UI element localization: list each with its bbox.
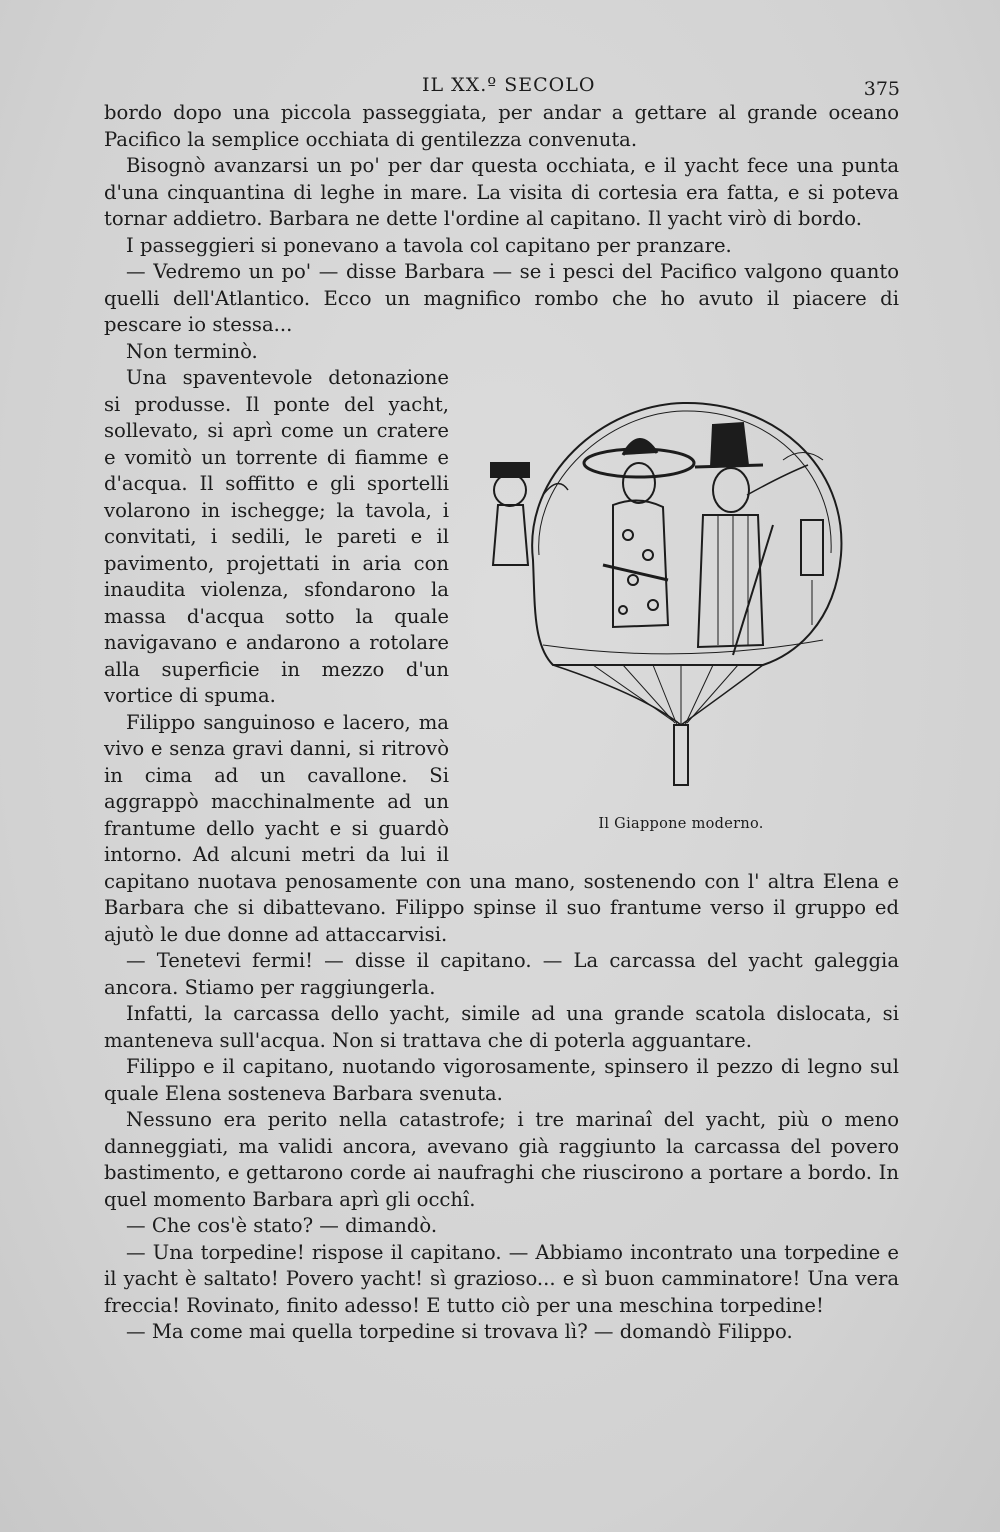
paragraph: — Ma come mai quella torpedine si trovava lì? — domandò Filippo. (126, 1320, 793, 1343)
body-text (104, 100, 899, 1346)
fan-illustration (463, 365, 899, 825)
paragraph: bordo dopo una piccola passeggiata, per andar a gettare al grande oceano Pacifico la semplice occhiata di gentilezza convenuta. (104, 101, 899, 151)
page-number: 375 (863, 78, 900, 100)
illustration-box (463, 365, 899, 850)
paragraph: Non terminò. (126, 339, 258, 363)
paragraph: Infatti, la carcassa dello yacht, simile ad una grande scatola dislocata, si manteneva sull'acqua. Non si trattava che di poterla agguantare. (104, 1002, 899, 1052)
figure-caption: Il Giappone moderno. (598, 816, 764, 832)
paragraph: Filippo sanguinoso e lacero, ma vivo e senza gravi danni, si ritrovò in cima ad un cavallone. Si aggrappò macchinalmente ad un frantume dello yacht e si guardò intorno. Ad alcuni metri da lui il capitano nuotava penosamente con una mano, sostenendo con l' altra Elena e Barbara che si dibattevano. Filippo spinse il suo frantume verso il gruppo ed ajutò le due donne ad attaccarvisi. (104, 710, 899, 946)
paragraph: — Tenetevi fermi! — disse il capitano. — La carcassa del yacht galeggia ancora. Stiamo per raggiungerla. (104, 949, 899, 999)
paragraph: — Vedremo un po' — disse Barbara — se i pesci del Pacifico valgono quanto quelli dell'Atlantico. Ecco un magnifico rombo che ho avuto il piacere di pescare io stessa... (104, 260, 899, 336)
paragraph: — Che cos'è stato? — dimandò. (126, 1214, 438, 1237)
paragraph: Nessuno era perito nella catastrofe; i tre marinaî del yacht, più o meno danneggiati, ma validi ancora, avevano già raggiunto la carcassa del povero bastimento, e gettarono corde ai naufraghi che riuscirono a portare a bordo. In quel momento Barbara aprì gli occhî. (104, 1108, 899, 1211)
paragraph: — Una torpedine! rispose il capitano. — Abbiamo incontrato una torpedine e il yacht è saltato! Povero yacht! sì grazioso... e sì buon camminatore! Una vera freccia! Rovinato, finito adesso! E tutto ciò per una meschina torpedine! (104, 1240, 899, 1317)
paragraph: Una spaventevole detonazione si produsse. Il ponte del yacht, sollevato, si aprì come un cratere e vomitò un torrente di fiamme e d'acqua. Il soffitto e gli sportelli volarono in ischegge; la tavola, i convitati, i sedili, le pareti e il pavimento, projettati in aria con inaudita violenza, sfondarono la massa d'acqua sotto la quale navigavano e andarono a rotolare alla superficie in mezzo d'un vortice di spuma. (104, 366, 449, 707)
running-title: IL XX.º SECOLO (422, 74, 596, 96)
running-head (100, 74, 900, 98)
illustration (463, 365, 899, 825)
paragraph: Filippo e il capitano, nuotando vigorosamente, spinsero il pezzo di legno sul quale Elena sosteneva Barbara svenuta. (104, 1055, 899, 1105)
paragraph: I passeggieri si ponevano a tavola col capitano per pranzare. (126, 233, 732, 257)
paragraph: Bisognò avanzarsi un po' per dar questa occhiata, e il yacht fece una punta d'una cinquantina di leghe in mare. La visita di cortesia era fatta, e si poteva tornar addietro. Barbara ne dette l'ordine al capitano. Il yacht virò di bordo. (104, 154, 899, 230)
